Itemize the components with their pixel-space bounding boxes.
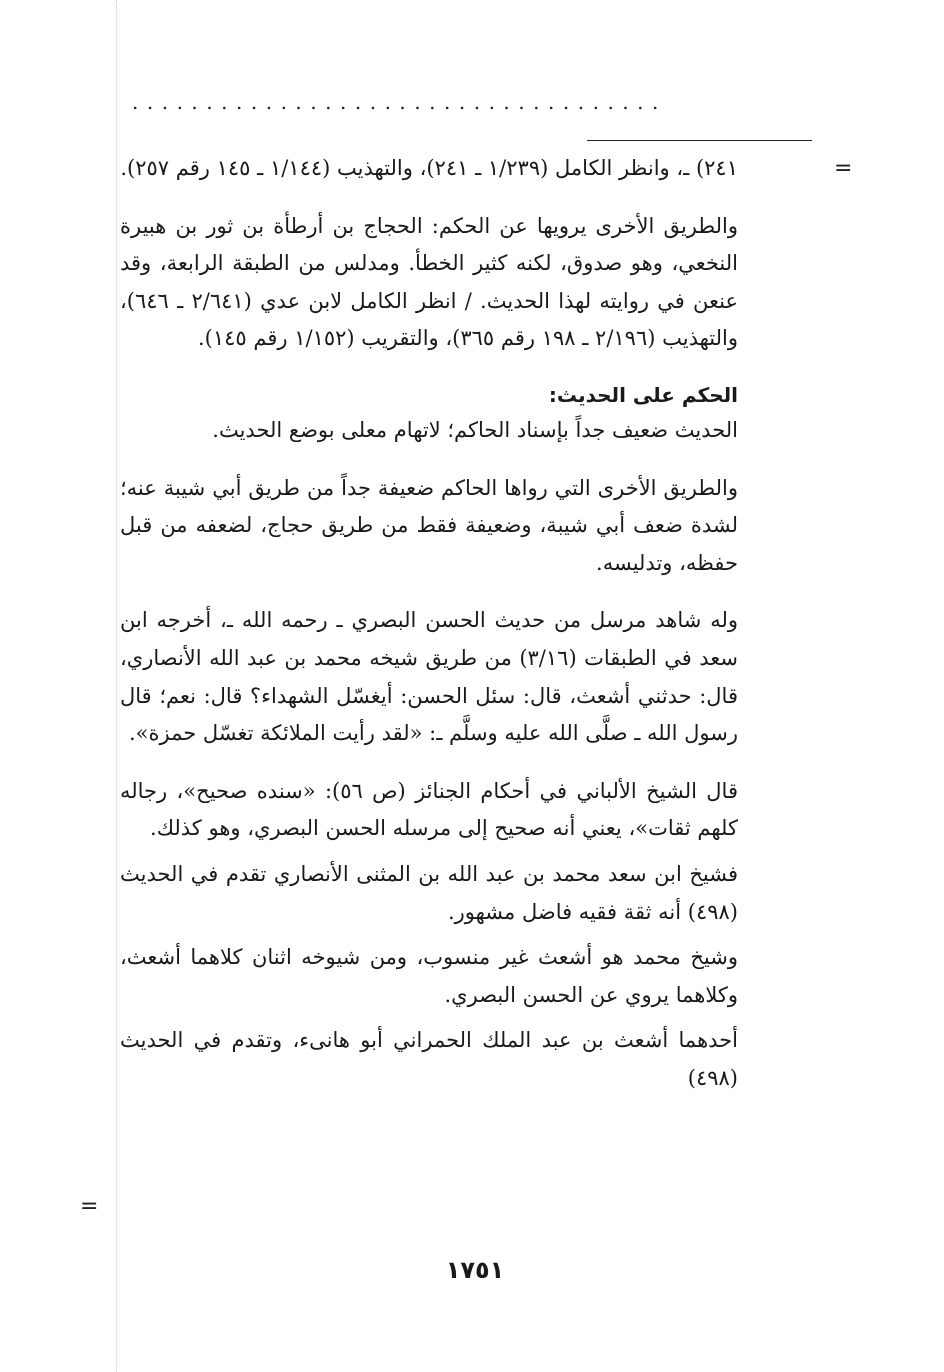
footnote-continuation-1: ٢٤١) ـ، وانظر الكامل (١/٢٣٩ ـ ٢٤١)، والتهذيب (١/١٤٤ ـ ١٤٥ رقم ٢٥٧). (120, 156, 738, 180)
paragraph-5: وشيخ محمد هو أشعث غير منسوب، ومن شيوخه اثنان كلاهما أشعث، وكلاهما يروي عن الحسن البصري. (120, 945, 738, 1007)
footnote-continuation-2: والطريق الأخرى يرويها عن الحكم: الحجاج بن أرطأة بن ثور بن هبيرة النخعي، وهو صدوق، لكنه كثير الخطأ. ومدلس من الطبقة الرابعة، وقد عنعن في روايته لهذا الحديث. / انظر الكامل لابن عدي (٢/٦٤١ ـ ٦٤٦)، والتهذيب (٢/١٩٦ ـ ١٩٨ رقم ٣٦٥)، والتقريب (١/١٥٢ رقم ١٤٥). (120, 213, 738, 351)
ruling-text: الحديث ضعيف جداً بإسناد الحاكم؛ لاتهام معلى بوضع الحديث. (212, 417, 738, 442)
paragraph-3: قال الشيخ الألباني في أحكام الجنائز (ص ٥٦): «سنده صحيح»، رجاله كلهم ثقات»، يعني أنه صحيح إلى مرسله الحسن البصري، وهو كذلك. (120, 778, 738, 841)
paragraph-2: وله شاهد مرسل من حديث الحسن البصري ـ رحمه الله ـ، أخرجه ابن سعد في الطبقات (٣/١٦) من طريق شيخه محمد بن عبد الله الأنصاري، قال: حدثني أشعث، قال: سئل الحسن: أيغسّل الشهداء؟ قال: نعم؛ قال رسول الله ـ صلَّى الله عليه وسلَّم ـ: «لقد رأيت الملائكة تغسّل حمزة». (120, 608, 738, 746)
page-edge-dotted-line (116, 0, 117, 1372)
page-number: ١٧٥١ (445, 1256, 505, 1284)
footnote-separator-dots: .................................... (132, 92, 667, 112)
paragraph-6: أحدهما أشعث بن عبد الملك الحمراني أبو هانىء، وتقدم في الحديث (٤٩٨) (120, 1028, 738, 1090)
paragraph-1: والطريق الأخرى التي رواها الحاكم ضعيفة جداً من طريق أبي شيبة عنه؛ لشدة ضعف أبي شيبة، وضعيفة فقط من طريق حجاج، لضعفه من قبل حفظه، وتدليسه. (120, 475, 738, 575)
ruling-heading: الحكم على الحديث: (548, 382, 738, 407)
continuation-mark-bottom: = (80, 1194, 99, 1219)
page-body (120, 150, 738, 1117)
paragraph-4: فشيخ ابن سعد محمد بن عبد الله بن المثنى الأنصاري تقدم في الحديث (٤٩٨) أنه ثقة فقيه فاضل مشهور. (120, 861, 738, 924)
footnote-rule (587, 140, 812, 141)
continuation-mark-top: = (834, 156, 853, 181)
